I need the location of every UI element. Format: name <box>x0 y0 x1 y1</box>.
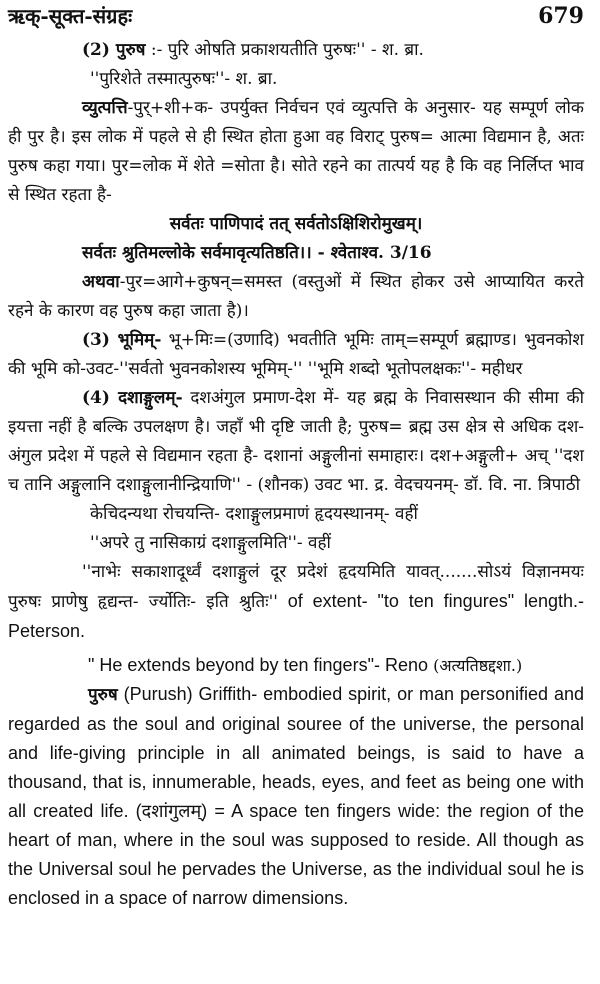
griffith-paragraph <box>8 680 584 913</box>
reno-english: " He extends beyond by ten fingers"- Reno <box>88 655 428 675</box>
bhumim-paragraph <box>8 326 584 384</box>
dashangulam-quote <box>8 558 584 647</box>
vyutpatti-paragraph <box>8 94 584 210</box>
dashangulam-label: (4) दशाङ्गुलम्- <box>82 388 183 408</box>
griffith-text: (Purush) Griffith- embodied spirit, or man personified and regarded as the soul and original souree of the universe, the personal and life-giving principle in all animated beings, is said to have a thousand, that is, innumerable, heads, eyes, and feet as being one with all created life. (दशांगुलम्) = A space ten fingers wide: the region of the heart of man, where in the soul was supposed to reside. All though as the Universal soul he pervades the Universe, as the individual soul he is enclosed in a space of narrow dimensions. <box>8 684 584 908</box>
page-number: 679 <box>538 3 584 29</box>
verse-line-1: सर्वतः पाणिपादं तत् सर्वतोऽक्षिशिरोमुखम्। <box>169 214 423 234</box>
dashangulam-text: दशअंगुल प्रमाण-देश में- यह ब्रह्म के निवासस्थान की सीमा की इयत्ता नहीं है बल्कि उपलक्षण है। जहाँ भी दृष्टि जाती है; पुरुष= ब्रह्म उस क्षेत्र से अधिक दश-अंगुल प्रदेश में पहले से विद्यमान रहता है- दशानां अङ्गुलीनां समाहारः। दश+अङ्गुली+ अच् ''दश च तानि अङ्गुलानि दशाङ्गुलानीन्द्रियाणि'' - (शौनक) उवट भा. द्र. वेदचयनम्- डॉ. वि. ना. त्रिपाठी <box>8 388 584 495</box>
reno-line <box>8 651 584 680</box>
vyutpatti-label: व्युत्पत्ति <box>82 98 128 118</box>
page-header <box>8 2 584 36</box>
quote-english: of extent- "to ten fingures" length.- Peterson. <box>8 591 584 641</box>
bhumim-text: भू+मिः=(उणादि) भवतीति भूमिः ताम्=सम्पूर्ण ब्रह्माण्ड। भुवनकोश की भूमि को-उवट-''सर्वतो भुवनकोशस्य भूमिम्-'' ''भूमि शब्दो भूतोपलक्षकः''- महीधर <box>8 330 584 379</box>
verse-line-2: सर्वतः श्रुतिमल्लोके सर्वमावृत्यतिष्ठति।। - श्वेताश्व. 3/16 <box>82 243 432 263</box>
reno-hindi: (अत्यतिष्ठद्दशा.) <box>427 656 523 675</box>
purusha-definition: :- पुरि ओषति प्रकाशयतीति पुरुषः'' - श. ब्रा. <box>145 40 424 60</box>
purusha-line-2: ''पुरिशेते तस्मात्पुरुषः''- श. ब्रा. <box>90 69 278 89</box>
purusha-line-1 <box>8 36 584 65</box>
griffith-label: पुरुष <box>88 685 118 705</box>
dashangulam-paragraph <box>8 384 584 500</box>
athava-text: -पुर=आगे+कुषन्=समस्त (वस्तुओं में स्थित होकर उसे आप्यायित करते रहने के कारण वह पुरुष कहा जाता है)। <box>8 272 584 321</box>
dashangulam-line-1: केचिदन्यथा रोचयन्ति- दशाङ्गुलप्रमाणं हृदयस्थानम्- वहीं <box>90 504 418 524</box>
bhumim-label: (3) भूमिम्- <box>82 330 162 350</box>
purusha-label: (2) पुरुष <box>82 40 146 60</box>
athava-paragraph <box>8 268 584 326</box>
athava-label: अथवा <box>82 272 120 292</box>
quote-sanskrit: ''नाभेः सकाशादूर्ध्वं दशाङ्गुलं दूर प्रदेशं हृदयमिति यावत्.......सोऽयं विज्ञानमयः पुरुषः प्राणेषु हृद्यन्त- र्ज्योतिः- इति श्रुतिः'' <box>8 562 584 612</box>
dashangulam-line-2: ''अपरे तु नासिकाग्रं दशाङ्गुलमिति''- वहीं <box>90 533 331 553</box>
book-title: ऋक्-सूक्त-संग्रहः <box>8 4 133 28</box>
vyutpatti-text: -पुर्+शी+क- उपर्युक्त निर्वचन एवं व्युत्पत्ति के अनुसार- यह सम्पूर्ण लोक ही पुर है। इस लोक में पहले से ही स्थित होता हुआ वह विराट् पुरुष= आत्मा विद्यमान है, अतः पुरुष कहा गया। पुर=लोक में शेते =सोता है। सोते रहने का तात्पर्य यह है कि वह निर्लिप्त भाव से स्थित रहता है- <box>8 98 584 205</box>
